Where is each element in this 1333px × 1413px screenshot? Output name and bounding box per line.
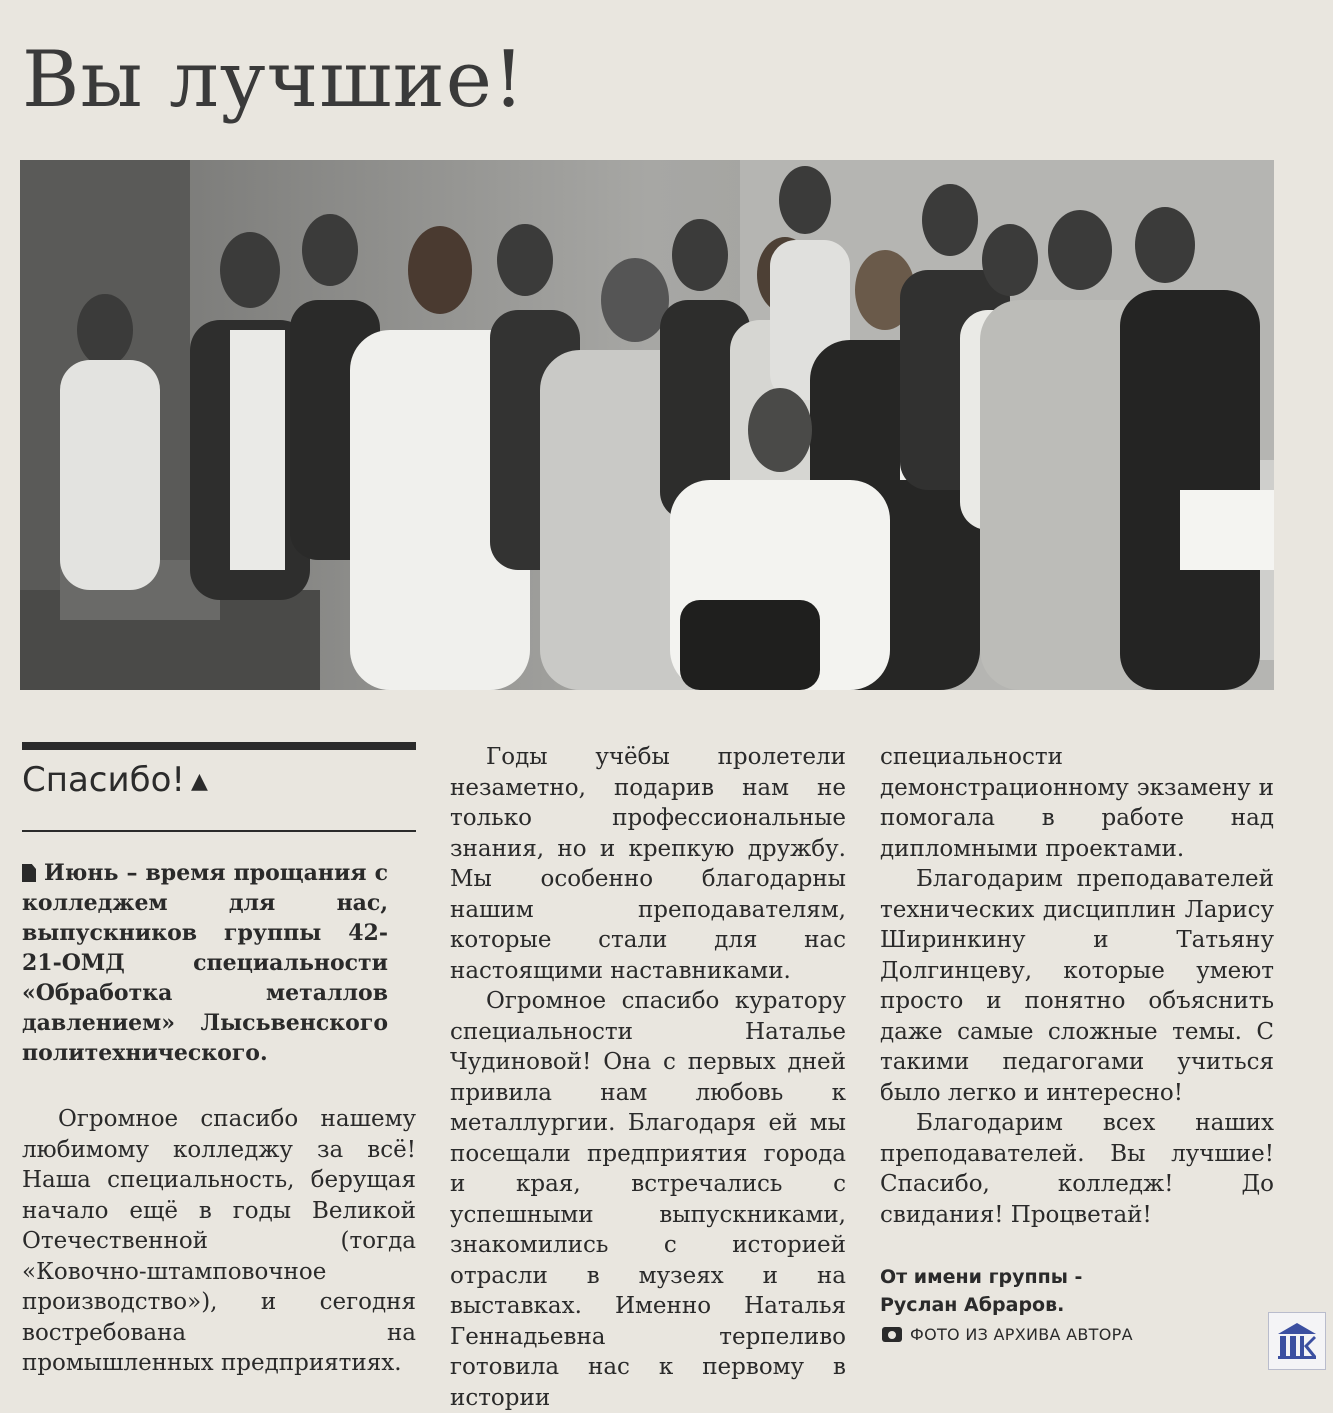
lead-text: Июнь – время прощания с колледжем для нас, выпускников группы 42-21-ОМД специальности «Обработка металлов давлением» Лысьвенского политехнического. bbox=[22, 860, 388, 1066]
signature-line-2: Руслан Абраров. bbox=[880, 1294, 1065, 1316]
article-column-2 bbox=[450, 742, 846, 1413]
photo-credit-text: ФОТО ИЗ АРХИВА АВТОРА bbox=[910, 1325, 1133, 1344]
lead-paragraph bbox=[22, 858, 388, 1068]
section-title-text: Спасибо! bbox=[22, 760, 185, 800]
college-logo-graphic bbox=[1274, 1318, 1320, 1364]
signature-line-1: От имени группы - bbox=[880, 1266, 1083, 1288]
column3-paragraph-0: специальности демонстрационному экзамену и помогала в работе над дипломными проектами. bbox=[880, 744, 1274, 862]
headline: Вы лучшие! bbox=[22, 35, 526, 125]
bleed-through-text bbox=[973, 60, 1303, 170]
document-icon bbox=[22, 864, 36, 882]
section-rule-top bbox=[22, 742, 416, 750]
column3-paragraph-2: Благодарим всех наших преподавателей. Вы лучшие! Спасибо, колледж! До свидания! Процветай! bbox=[880, 1110, 1274, 1228]
section-rule-bottom bbox=[22, 830, 416, 832]
column2-paragraph-1: Годы учёбы пролетели незаметно, подарив нам не только профессиональные знания, но и крепкую дружбу. Мы особенно благодарны нашим преподавателям, которые стали для нас настоящими наставниками. bbox=[450, 744, 846, 984]
group-photo bbox=[20, 160, 1274, 690]
group-photo-illustration bbox=[20, 160, 1274, 690]
college-logo-icon bbox=[1268, 1312, 1326, 1370]
column2-paragraph-2: Огромное спасибо куратору специальности Наталье Чудиновой! Она с первых дней привила нам любовь к металлургии. Благодаря ей мы посещали предприятия города и края, встречались с успешными выпускниками, знакомились с историей отрасли в музеях и на выставках. Именно Наталья Геннадьевна терпеливо готовила нас к первому в истории bbox=[450, 988, 846, 1411]
triangle-up-icon: ▲ bbox=[191, 768, 208, 794]
section-title bbox=[22, 760, 208, 802]
signature bbox=[880, 1263, 1274, 1319]
photo-credit bbox=[882, 1325, 1133, 1344]
camera-icon bbox=[882, 1327, 902, 1342]
column3-paragraph-1: Благодарим преподавателей технических дисциплин Ларису Ширинкину и Татьяну Долгинцеву, которые умеют просто и понятно объяснить даже самые сложные темы. С такими педагогами учиться было легко и интересно! bbox=[880, 866, 1274, 1106]
article-column-1 bbox=[22, 1104, 416, 1379]
column1-paragraph-1: Огромное спасибо нашему любимому колледжу за всё! Наша специальность, берущая начало ещё в годы Великой Отечественной (тогда «Ковочно-штамповочное производство»), и сегодня востребована на промышленных предприятиях. bbox=[22, 1106, 416, 1376]
article-column-3 bbox=[880, 742, 1274, 1230]
